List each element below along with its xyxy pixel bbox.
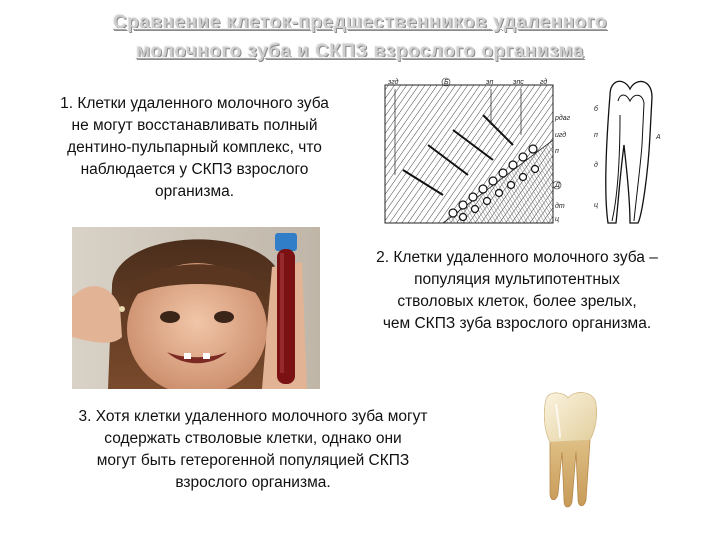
- point-1-line: 1. Клетки удаленного молочного зуба: [60, 95, 329, 112]
- molar-tooth-image: [538, 390, 603, 510]
- label-igd: игд: [555, 132, 567, 139]
- label-d: Д: [555, 182, 560, 189]
- point-2-line: чем СКПЗ зуба взрослого организма.: [382, 315, 652, 332]
- point-2-line: 2. Клетки удаленного молочного зуба –: [376, 249, 658, 266]
- label-ts: ц: [555, 216, 560, 223]
- label-zgd: згд: [388, 79, 399, 86]
- label-dt: дт: [555, 203, 565, 210]
- point-3-line: взрослого организма.: [175, 474, 331, 491]
- label-gd: гд: [540, 79, 548, 86]
- point-1-line: не могут восстанавливать полный: [71, 117, 318, 134]
- title-line-2: молочного зуба и СКПЗ взрослого организма: [135, 41, 585, 62]
- tooth-section-diagram: [590, 75, 672, 227]
- label-eps: эпс: [513, 79, 524, 86]
- point-3: [28, 406, 478, 494]
- point-2: [334, 247, 700, 335]
- point-3-line: содержать стволовые клетки, однако они: [104, 430, 402, 447]
- point-3-line: могут быть гетерогенной популяцией СКПЗ: [96, 452, 410, 469]
- tooth-label-b: б: [594, 106, 598, 113]
- point-2-line: стволовых клеток, более зрелых,: [397, 293, 637, 310]
- test-tube-cap: [275, 233, 297, 251]
- point-2-line: популяция мультипотентных: [414, 271, 620, 288]
- histology-diagram: [383, 75, 583, 225]
- point-3-line: 3. Хотя клетки удаленного молочного зуба могут: [78, 408, 428, 425]
- point-1-line: наблюдается у СКПЗ взрослого: [80, 161, 309, 178]
- title-line-1: Сравнение клеток-предшественников удаленного: [112, 12, 608, 33]
- label-rdag: рдаг: [555, 115, 571, 122]
- tooth-label-a: А: [656, 134, 661, 141]
- label-b: Б: [444, 79, 449, 86]
- child-photo: [72, 227, 320, 389]
- point-1: [22, 93, 367, 203]
- point-1-line: организма.: [154, 183, 235, 200]
- slide-title: [30, 8, 690, 66]
- tooth-label-d: д: [594, 162, 598, 169]
- tooth-label-ts: ц: [594, 202, 599, 209]
- label-ep: эп: [486, 79, 494, 86]
- tooth-label-n: п: [594, 132, 598, 139]
- label-p: п: [555, 148, 559, 155]
- point-1-line: дентино-пульпарный комплекс, что: [67, 139, 322, 156]
